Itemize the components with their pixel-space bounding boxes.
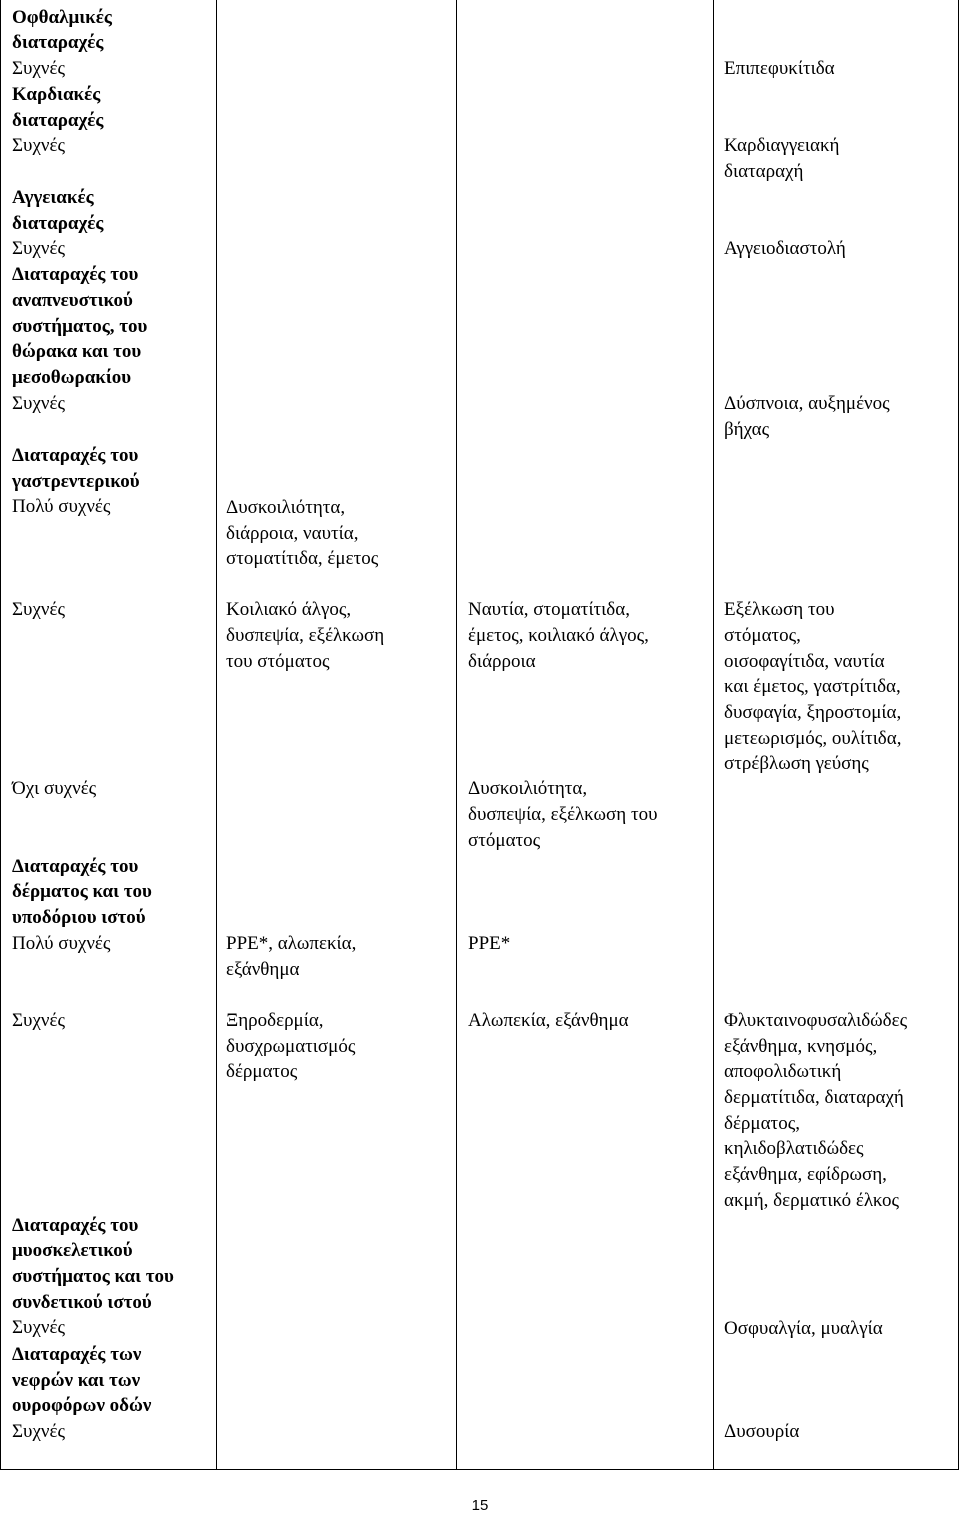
col1-line: συνδετικού ιστού	[12, 1292, 152, 1313]
col4-line: εξάνθημα, εφίδρωση,	[724, 1164, 887, 1185]
col1-line: διαταραχές	[12, 213, 104, 234]
col2-line: του στόματος	[226, 651, 330, 672]
col3-line: έμετος, κοιλιακό άλγος,	[468, 625, 649, 646]
col4-line: Εξέλκωση του	[724, 599, 835, 620]
col3-line: Αλωπεκία, εξάνθημα	[468, 1010, 629, 1031]
col1-line: Αγγειακές	[12, 187, 94, 208]
col4-line: Οσφυαλγία, μυαλγία	[724, 1318, 883, 1339]
col1-line: Συχνές	[12, 58, 65, 79]
col2-line: Κοιλιακό άλγος,	[226, 599, 352, 620]
col4-line: διαταραχή	[724, 161, 804, 182]
col1-line: Πολύ συχνές	[12, 933, 111, 954]
col3-line: στόματος	[468, 830, 541, 851]
col1-line: ουροφόρων οδών	[12, 1395, 152, 1416]
col4-line: Δύσπνοια, αυξημένος	[724, 393, 890, 414]
col1-line: μυοσκελετικού	[12, 1240, 133, 1261]
col4-line: ακμή, δερματικό έλκος	[724, 1190, 900, 1211]
col2-line: PPE*, αλωπεκία,	[226, 933, 357, 954]
col1-line: νεφρών και των	[12, 1370, 141, 1391]
col2-line: Ξηροδερμία,	[226, 1010, 324, 1031]
col3-line: Ναυτία, στοματίτιδα,	[468, 599, 630, 620]
col2-line: Δυσκοιλιότητα,	[226, 497, 346, 518]
col1-line: συστήματος, του	[12, 316, 148, 337]
table-border-bottom	[0, 1469, 959, 1470]
col1-line: μεσοθωρακίου	[12, 367, 132, 388]
col1-line: θώρακα και του	[12, 341, 142, 362]
col1-line: Συχνές	[12, 238, 65, 259]
col1-line: Πολύ συχνές	[12, 496, 111, 517]
col1-line: Διαταραχές του	[12, 856, 139, 877]
col1-line: Συχνές	[12, 393, 65, 414]
col1-line: διαταραχές	[12, 110, 104, 131]
col1-line: Συχνές	[12, 1421, 65, 1442]
col4-line: Φλυκταινοφυσαλιδώδες	[724, 1010, 908, 1031]
col1-line: Οφθαλμικές	[12, 7, 112, 28]
col1-line: Όχι συχνές	[12, 778, 97, 799]
col1-line: αναπνευστικού	[12, 290, 133, 311]
col1-line: δέρματος και του	[12, 881, 152, 902]
col4-line: κηλιδοβλατιδώδες	[724, 1138, 864, 1159]
table-divider-col3	[713, 0, 714, 1470]
col1-line: γαστρεντερικού	[12, 471, 140, 492]
col2-line: δέρματος	[226, 1061, 298, 1082]
col1-line: Διαταραχές του	[12, 445, 139, 466]
col3-line: διάρροια	[468, 651, 536, 672]
col4-line: μετεωρισμός, ουλίτιδα,	[724, 728, 902, 749]
col4-line: εξάνθημα, κνησμός,	[724, 1036, 878, 1057]
col3-line: Δυσκοιλιότητα,	[468, 778, 588, 799]
col4-line: δέρματος,	[724, 1113, 800, 1134]
col4-line: Επιπεφυκίτιδα	[724, 58, 835, 79]
col2-line: δυσχρωματισμός	[226, 1036, 356, 1057]
col4-line: βήχας	[724, 419, 770, 440]
col4-line: Αγγειοδιαστολή	[724, 238, 846, 259]
col1-line: Διαταραχές των	[12, 1344, 142, 1365]
col1-line: Διαταραχές του	[12, 264, 139, 285]
table-divider-col2	[456, 0, 457, 1470]
table-divider-col1	[216, 0, 217, 1470]
col1-line: Συχνές	[12, 1010, 65, 1031]
col1-line: Διαταραχές του	[12, 1215, 139, 1236]
table-border-left	[0, 0, 1, 1470]
col4-line: στόματος,	[724, 625, 801, 646]
col1-line: υποδόριου ιστού	[12, 907, 146, 928]
col2-line: διάρροια, ναυτία,	[226, 523, 359, 544]
col2-line: στοματίτιδα, έμετος	[226, 548, 379, 569]
col4-line: στρέβλωση γεύσης	[724, 753, 869, 774]
col4-line: δυσφαγία, ξηροστομία,	[724, 702, 902, 723]
col4-line: οισοφαγίτιδα, ναυτία	[724, 651, 885, 672]
col1-line: συστήματος και του	[12, 1266, 174, 1287]
col1-line: Συχνές	[12, 599, 65, 620]
col4-line: Δυσουρία	[724, 1421, 800, 1442]
col2-line: δυσπεψία, εξέλκωση	[226, 625, 385, 646]
col4-line: δερματίτιδα, διαταραχή	[724, 1087, 904, 1108]
col4-line: αποφολιδωτική	[724, 1061, 842, 1082]
col1-line: Καρδιακές	[12, 84, 101, 105]
table-border-right	[958, 0, 959, 1470]
col1-line: διαταραχές	[12, 32, 104, 53]
col1-line: Συχνές	[12, 135, 65, 156]
col2-line: εξάνθημα	[226, 959, 300, 980]
col4-line: και έμετος, γαστρίτιδα,	[724, 676, 901, 697]
col1-line: Συχνές	[12, 1317, 65, 1338]
page-number: 15	[471, 1497, 489, 1514]
col3-line: PPE*	[468, 933, 511, 954]
col4-line: Καρδιαγγειακή	[724, 135, 840, 156]
col3-line: δυσπεψία, εξέλκωση του	[468, 804, 658, 825]
